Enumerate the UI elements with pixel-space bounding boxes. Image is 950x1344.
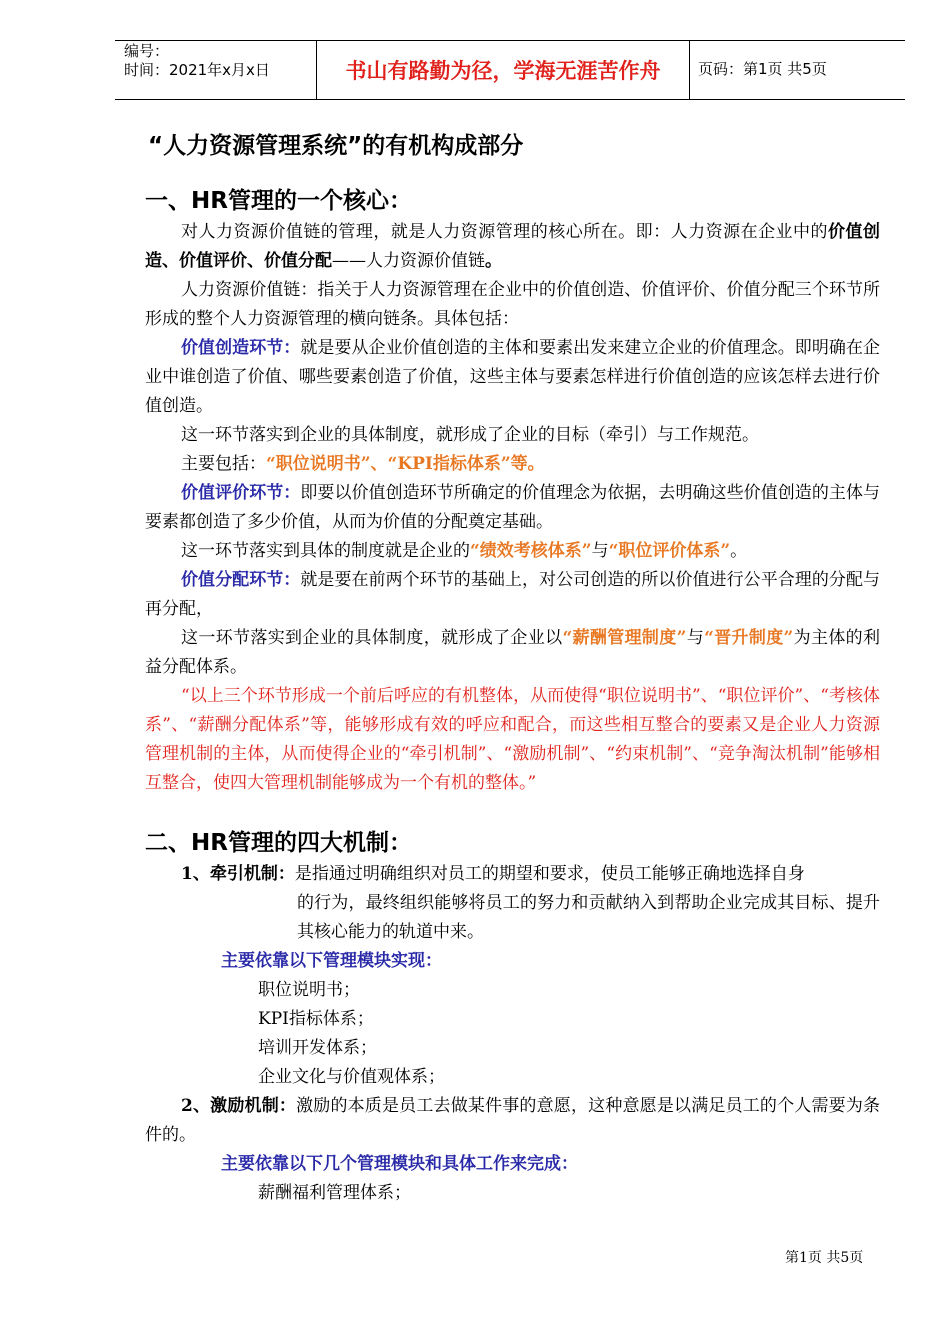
paragraph: 这一环节落实到企业的具体制度，就形成了企业的目标（牵引）与工作规范。: [181, 425, 759, 445]
label-value-evaluation: 价值评价环节：: [181, 483, 301, 503]
label-value-creation: 价值创造环节：: [181, 338, 301, 358]
paragraph: [145, 334, 880, 421]
paragraph: [145, 624, 880, 682]
text: 就是要在前两个环节的基础上，对公司创造的所以价值进行公平合理的分配与再分配，: [145, 570, 881, 619]
text: 即要以价值创造环节所确定的价值理念为依据，去明确这些价值创造的主体与要素都创造了多少价值，从而为价值的分配奠定基础。: [145, 483, 881, 532]
header-number: 编号：: [124, 42, 170, 60]
paragraph: [145, 566, 880, 624]
text-highlight: “绩效考核体系”: [470, 541, 592, 561]
text-highlight: “晋升制度”: [704, 628, 794, 648]
text: 。: [730, 541, 748, 561]
paragraph: [145, 450, 880, 479]
label-value-distribution: 价值分配环节：: [181, 570, 301, 590]
paragraph: [145, 537, 880, 566]
paragraph: [145, 479, 880, 537]
text: 主要包括：: [181, 454, 266, 474]
text: 与: [686, 628, 705, 648]
text: 为主体的利益分配体系。: [145, 628, 881, 677]
text-highlight: “职位说明书”、“KPI指标体系”等。: [266, 454, 545, 474]
header-time: 时间：2021年x月x日: [124, 61, 270, 79]
section-2-heading: 二、HR管理的四大机制：: [145, 830, 412, 856]
page-footer: 第1页 共5页: [785, 1250, 864, 1266]
mechanism-label: 1、牵引机制：: [181, 864, 295, 884]
list-item: 企业文化与价值观体系；: [258, 1067, 445, 1087]
paragraph: [145, 218, 880, 276]
paragraph: [145, 1092, 880, 1150]
paragraph: 人力资源价值链：指关于人力资源管理在企业中的价值创造、价值评价、价值分配三个环节所形成的整个人力资源管理的横向链条。具体包括：: [145, 280, 880, 329]
text-bold: 价值创造、价值评价、价值分配: [145, 222, 881, 271]
paragraph: [145, 860, 880, 889]
sub-heading: 主要依靠以下管理模块实现：: [221, 951, 442, 971]
section-1-heading: 一、HR管理的一个核心：: [145, 188, 412, 214]
header-meta: [124, 42, 270, 80]
paragraph: 的行为，最终组织能够将员工的努力和贡献纳入到帮助企业完成其目标、提升其核心能力的轨道中来。: [297, 893, 880, 942]
header-divider-2: [689, 40, 690, 100]
text: 这一环节落实到企业的具体制度，就形成了企业以: [181, 628, 563, 648]
header-motto: 书山有路勤为径，学海无涯苦作舟: [345, 59, 661, 83]
list-item: KPI指标体系；: [258, 1009, 374, 1029]
text-highlight: “职位评价体系”: [608, 541, 731, 561]
page-title: “人力资源管理系统”的有机构成部分: [148, 133, 524, 159]
text: 这一环节落实到具体的制度就是企业的: [181, 541, 470, 561]
text: 与: [591, 541, 609, 561]
text-highlight: “薪酬管理制度”: [562, 628, 687, 648]
mechanism-label: 2、激励机制：: [181, 1096, 297, 1116]
text: 是指通过明确组织对员工的期望和要求，使员工能够正确地选择自身: [294, 864, 805, 884]
list-item: 薪酬福利管理体系；: [258, 1183, 411, 1203]
sub-heading: 主要依靠以下几个管理模块和具体工作来完成：: [221, 1154, 578, 1174]
text: 对人力资源价值链的管理，就是人力资源管理的核心所在。即：人力资源在企业中的: [181, 222, 829, 242]
list-item: 职位说明书；: [258, 980, 360, 1000]
text: 激励的本质是员工去做某件事的意愿，这种意愿是以满足员工的个人需要为条件的。: [145, 1096, 880, 1145]
document-body: [145, 128, 880, 1208]
text: 就是要从企业价值创造的主体和要素出发来建立企业的价值理念。即明确在企业中谁创造了价值、哪些要素创造了价值，这些主体与要素怎样进行价值创造的应该怎样去进行价值创造。: [145, 338, 881, 416]
list-item: 培训开发体系；: [258, 1038, 377, 1058]
text: ——人力资源价值链: [332, 251, 485, 271]
quote-paragraph: “以上三个环节形成一个前后呼应的有机整体，从而使得“职位说明书”、“职位评价”、“考核体系”、“薪酬分配体系”等，能够形成有效的呼应和配合，而这些相互整合的要素又是企业人力资源管理机制的主体，从而使得企业的“牵引机制”、“激励机制”、“约束机制”、“竞争淘汰机制”能够相互整合，使四大管理机制能够成为一个有机的整体。”: [145, 686, 880, 793]
text: 。: [485, 251, 502, 271]
header-page: 页码：第1页 共5页: [698, 60, 827, 78]
